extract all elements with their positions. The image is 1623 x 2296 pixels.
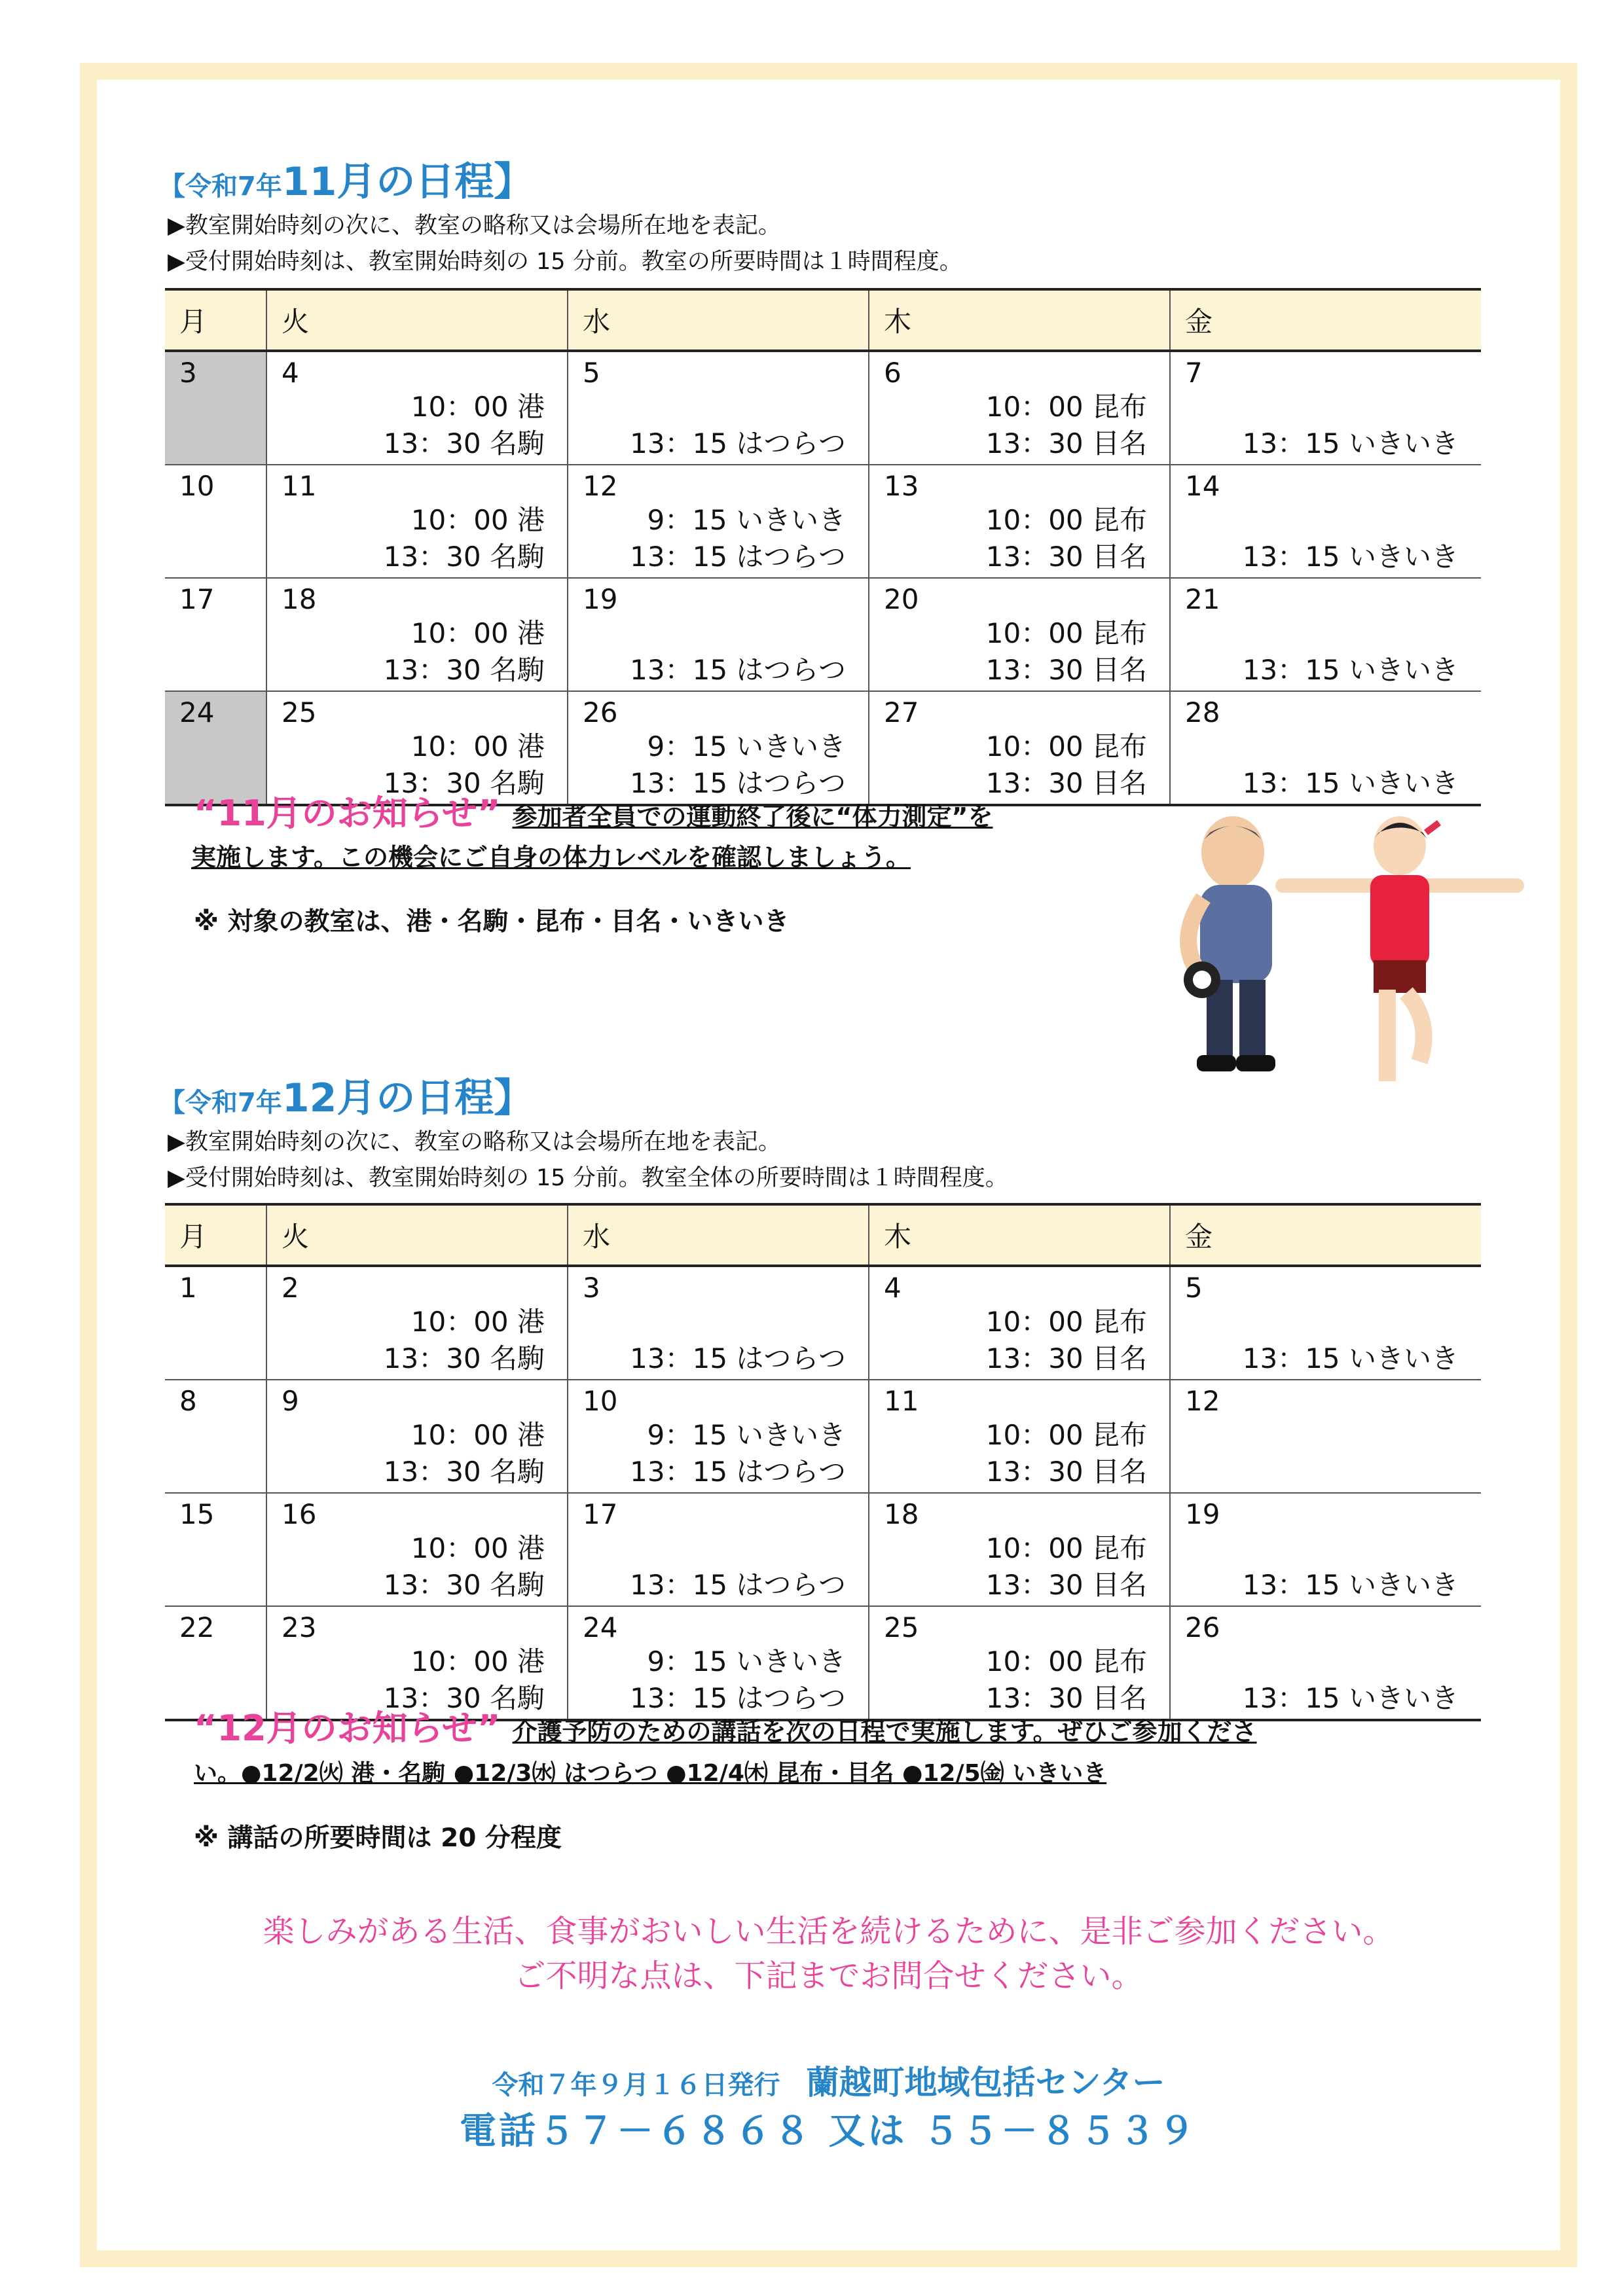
session-entry: 13：15 いきいき bbox=[1242, 541, 1459, 573]
nov-title-main: 11月の日程】 bbox=[282, 159, 534, 205]
day-number: 15 bbox=[179, 1498, 215, 1530]
day-number: 19 bbox=[583, 583, 618, 615]
day-cell-wed bbox=[568, 1266, 869, 1380]
session-entry: 13：15 はつらつ bbox=[630, 427, 846, 459]
day-cell-mon bbox=[165, 1606, 266, 1720]
day-number: 7 bbox=[1185, 357, 1203, 389]
day-cell-thu bbox=[869, 351, 1170, 465]
day-cell-fri bbox=[1170, 578, 1481, 691]
session-entry: 10：00 昆布 bbox=[985, 730, 1147, 762]
session-entry: 10：00 港 bbox=[410, 617, 545, 649]
session-entry: 9：15 いきいき bbox=[647, 1645, 846, 1677]
day-cell-tue bbox=[266, 1380, 568, 1493]
day-cell-thu bbox=[869, 1380, 1170, 1493]
dec-title-main: 12月の日程】 bbox=[282, 1075, 534, 1121]
dec-title-prefix: 【令和7年 bbox=[159, 1088, 282, 1118]
table-row bbox=[165, 1606, 1481, 1720]
day-cell-fri bbox=[1170, 1606, 1481, 1720]
day-number: 28 bbox=[1185, 696, 1220, 728]
day-number: 5 bbox=[1185, 1272, 1203, 1304]
session-entry: 13：15 はつらつ bbox=[630, 767, 846, 799]
day-cell-fri bbox=[1170, 691, 1481, 805]
day-cell-tue bbox=[266, 691, 568, 805]
session-entry: 13：15 はつらつ bbox=[630, 1682, 846, 1714]
day-number: 27 bbox=[884, 696, 919, 728]
table-row bbox=[165, 465, 1481, 578]
session-entry: 13：15 いきいき bbox=[1242, 1569, 1459, 1601]
dec-notice-body-2: い。●12/2㈫ 港・名駒 ●12/3㈬ はつらつ ●12/4㈭ 昆布・目名 ●12/5㈮ いきいき bbox=[194, 1760, 1107, 1787]
session-entry: 13：15 いきいき bbox=[1242, 1682, 1459, 1714]
fitness-test-illustration bbox=[1171, 806, 1524, 1094]
table-row bbox=[165, 691, 1481, 805]
dec-section-title bbox=[159, 1067, 533, 1123]
session-entry: 13：30 目名 bbox=[985, 427, 1147, 459]
phone-numbers: 電話５７－６８６８ 又は ５５－８５３９ bbox=[460, 2110, 1197, 2153]
day-number: 6 bbox=[884, 357, 902, 389]
day-number: 11 bbox=[884, 1385, 919, 1417]
day-cell-tue bbox=[266, 1266, 568, 1380]
session-entry: 10：00 港 bbox=[410, 1306, 545, 1338]
day-number: 9 bbox=[282, 1385, 299, 1417]
session-entry: 10：00 昆布 bbox=[985, 1532, 1147, 1564]
page-frame bbox=[80, 63, 1577, 2267]
footer-message-2: ご不明な点は、下記までお問合せください。 bbox=[514, 1958, 1143, 1994]
session-entry: 13：15 いきいき bbox=[1242, 1342, 1459, 1374]
session-entry: 10：00 港 bbox=[410, 504, 545, 536]
day-cell-tue bbox=[266, 578, 568, 691]
session-entry: 13：30 目名 bbox=[985, 1682, 1147, 1714]
table-row bbox=[165, 351, 1481, 465]
day-cell-thu bbox=[869, 578, 1170, 691]
day-number: 3 bbox=[179, 357, 197, 389]
session-entry: 10：00 港 bbox=[410, 1645, 545, 1677]
day-cell-fri bbox=[1170, 1493, 1481, 1606]
day-cell-mon bbox=[165, 1266, 266, 1380]
dec-note-1: ▶教室開始時刻の次に、教室の略称又は会場所在地を表記。 bbox=[168, 1129, 781, 1155]
nov-section-title bbox=[159, 151, 533, 207]
nov-notice-body-1: 参加者全員での運動終了後に“体力測定”を bbox=[512, 802, 993, 831]
day-cell-wed bbox=[568, 578, 869, 691]
day-cell-wed bbox=[568, 1606, 869, 1720]
day-cell-fri bbox=[1170, 351, 1481, 465]
table-row bbox=[165, 1266, 1481, 1380]
man-with-grip-meter-figure bbox=[1184, 816, 1275, 1071]
dec-notice bbox=[194, 1708, 1256, 1794]
session-entry: 10：00 昆布 bbox=[985, 1306, 1147, 1338]
session-entry: 10：00 昆布 bbox=[985, 504, 1147, 536]
session-entry: 10：00 港 bbox=[410, 391, 545, 423]
day-number: 17 bbox=[583, 1498, 618, 1530]
day-number: 24 bbox=[179, 696, 215, 728]
session-entry: 13：30 名駒 bbox=[383, 1342, 545, 1374]
session-entry: 13：30 名駒 bbox=[383, 1456, 545, 1488]
session-entry: 13：15 いきいき bbox=[1242, 427, 1459, 459]
day-number: 5 bbox=[583, 357, 600, 389]
header-thu: 木 bbox=[869, 289, 1170, 351]
day-number: 19 bbox=[1185, 1498, 1220, 1530]
day-number: 26 bbox=[583, 696, 618, 728]
day-number: 21 bbox=[1185, 583, 1220, 615]
nov-note-1: ▶教室開始時刻の次に、教室の略称又は会場所在地を表記。 bbox=[168, 213, 781, 239]
day-number: 24 bbox=[583, 1611, 618, 1643]
day-cell-fri bbox=[1170, 1266, 1481, 1380]
day-cell-thu bbox=[869, 1266, 1170, 1380]
day-number: 18 bbox=[282, 583, 317, 615]
footer-message-1: 楽しみがある生活、食事がおいしい生活を続けるために、是非ご参加ください。 bbox=[263, 1913, 1395, 1950]
day-number: 26 bbox=[1185, 1611, 1220, 1643]
header-tue: 火 bbox=[266, 289, 568, 351]
session-entry: 13：15 いきいき bbox=[1242, 767, 1459, 799]
session-entry: 13：30 目名 bbox=[985, 1342, 1147, 1374]
session-entry: 13：30 名駒 bbox=[383, 1682, 545, 1714]
day-number: 1 bbox=[179, 1272, 197, 1304]
nov-title-prefix: 【令和7年 bbox=[159, 171, 282, 202]
dec-notice-ref: ※ 講話の所要時間は 20 分程度 bbox=[194, 1823, 562, 1853]
day-cell-fri bbox=[1170, 465, 1481, 578]
table-row bbox=[165, 1380, 1481, 1493]
dec-note-2: ▶受付開始時刻は、教室開始時刻の 15 分前。教室全体の所要時間は１時間程度。 bbox=[168, 1165, 1008, 1191]
session-entry: 13：30 目名 bbox=[985, 541, 1147, 573]
day-number: 23 bbox=[282, 1611, 317, 1643]
day-cell-mon bbox=[165, 1493, 266, 1606]
dec-notice-body-1: 介護予防のための講話を次の日程で実施します。ぜひご参加くださ bbox=[512, 1717, 1257, 1746]
session-entry: 13：30 目名 bbox=[985, 767, 1147, 799]
day-cell-tue bbox=[266, 465, 568, 578]
day-number: 13 bbox=[884, 470, 919, 502]
day-cell-fri bbox=[1170, 1380, 1481, 1493]
center-name: 蘭越町地域包括センター bbox=[806, 2064, 1165, 2102]
day-cell-mon bbox=[165, 578, 266, 691]
day-number: 12 bbox=[1185, 1385, 1220, 1417]
header-tue: 火 bbox=[266, 1204, 568, 1266]
dec-notice-title: “12月のお知らせ” bbox=[194, 1708, 501, 1749]
header-mon: 月 bbox=[165, 289, 266, 351]
day-cell-mon bbox=[165, 691, 266, 805]
day-number: 22 bbox=[179, 1611, 215, 1643]
session-entry: 10：00 昆布 bbox=[985, 391, 1147, 423]
session-entry: 10：00 昆布 bbox=[985, 1419, 1147, 1451]
girl-balancing-figure bbox=[1275, 816, 1524, 1081]
day-cell-wed bbox=[568, 1493, 869, 1606]
session-entry: 13：30 名駒 bbox=[383, 1569, 545, 1601]
day-cell-mon bbox=[165, 1380, 266, 1493]
day-number: 4 bbox=[884, 1272, 902, 1304]
day-number: 2 bbox=[282, 1272, 299, 1304]
header-fri: 金 bbox=[1170, 289, 1481, 351]
session-entry: 13：15 はつらつ bbox=[630, 654, 846, 686]
session-entry: 10：00 港 bbox=[410, 730, 545, 762]
session-entry: 9：15 いきいき bbox=[647, 1419, 846, 1451]
day-cell-wed bbox=[568, 691, 869, 805]
nov-schedule-table bbox=[165, 288, 1481, 806]
day-cell-thu bbox=[869, 465, 1170, 578]
header-mon: 月 bbox=[165, 1204, 266, 1266]
header-fri: 金 bbox=[1170, 1204, 1481, 1266]
session-entry: 13：30 名駒 bbox=[383, 541, 545, 573]
nov-notice-ref: ※ 対象の教室は、港・名駒・昆布・目名・いきいき bbox=[194, 907, 790, 937]
publisher-line bbox=[97, 2056, 1560, 2104]
day-cell-tue bbox=[266, 1606, 568, 1720]
table-row bbox=[165, 578, 1481, 691]
session-entry: 13：30 目名 bbox=[985, 654, 1147, 686]
day-number: 14 bbox=[1185, 470, 1220, 502]
issue-date: 令和７年９月１６日発行 bbox=[492, 2070, 780, 2100]
nov-notice-title: “11月のお知らせ” bbox=[194, 793, 501, 834]
session-entry: 10：00 昆布 bbox=[985, 1645, 1147, 1677]
session-entry: 13：30 名駒 bbox=[383, 767, 545, 799]
day-cell-wed bbox=[568, 465, 869, 578]
nov-note-2: ▶受付開始時刻は、教室開始時刻の 15 分前。教室の所要時間は１時間程度。 bbox=[168, 249, 962, 275]
session-entry: 13：30 目名 bbox=[985, 1569, 1147, 1601]
header-wed: 水 bbox=[568, 289, 869, 351]
session-entry: 13：15 はつらつ bbox=[630, 541, 846, 573]
session-entry: 13：30 目名 bbox=[985, 1456, 1147, 1488]
page-content bbox=[97, 80, 1560, 2250]
day-cell-tue bbox=[266, 351, 568, 465]
session-entry: 9：15 いきいき bbox=[647, 504, 846, 536]
session-entry: 13：15 はつらつ bbox=[630, 1342, 846, 1374]
day-cell-mon bbox=[165, 351, 266, 465]
session-entry: 10：00 港 bbox=[410, 1419, 545, 1451]
day-number: 8 bbox=[179, 1385, 197, 1417]
day-number: 17 bbox=[179, 583, 215, 615]
day-cell-wed bbox=[568, 351, 869, 465]
day-number: 25 bbox=[282, 696, 317, 728]
session-entry: 13：15 はつらつ bbox=[630, 1569, 846, 1601]
day-cell-tue bbox=[266, 1493, 568, 1606]
day-cell-wed bbox=[568, 1380, 869, 1493]
day-number: 12 bbox=[583, 470, 618, 502]
day-number: 4 bbox=[282, 357, 299, 389]
day-number: 11 bbox=[282, 470, 317, 502]
day-number: 10 bbox=[179, 470, 215, 502]
session-entry: 10：00 昆布 bbox=[985, 617, 1147, 649]
session-entry: 13：15 はつらつ bbox=[630, 1456, 846, 1488]
day-number: 18 bbox=[884, 1498, 919, 1530]
day-number: 20 bbox=[884, 583, 919, 615]
nov-notice-body-2: 実施します。この機会にご自身の体力レベルを確認しましょう。 bbox=[191, 843, 911, 872]
session-entry: 13：30 名駒 bbox=[383, 427, 545, 459]
day-number: 16 bbox=[282, 1498, 317, 1530]
session-entry: 13：15 いきいき bbox=[1242, 654, 1459, 686]
session-entry: 10：00 港 bbox=[410, 1532, 545, 1564]
dec-schedule-table bbox=[165, 1203, 1481, 1721]
nov-notice bbox=[191, 793, 993, 878]
header-wed: 水 bbox=[568, 1204, 869, 1266]
day-cell-mon bbox=[165, 465, 266, 578]
day-number: 3 bbox=[583, 1272, 600, 1304]
day-cell-thu bbox=[869, 691, 1170, 805]
day-number: 25 bbox=[884, 1611, 919, 1643]
session-entry: 13：30 名駒 bbox=[383, 654, 545, 686]
table-row bbox=[165, 1493, 1481, 1606]
header-thu: 木 bbox=[869, 1204, 1170, 1266]
day-cell-thu bbox=[869, 1606, 1170, 1720]
day-number: 10 bbox=[583, 1385, 618, 1417]
day-cell-thu bbox=[869, 1493, 1170, 1606]
session-entry: 9：15 いきいき bbox=[647, 730, 846, 762]
